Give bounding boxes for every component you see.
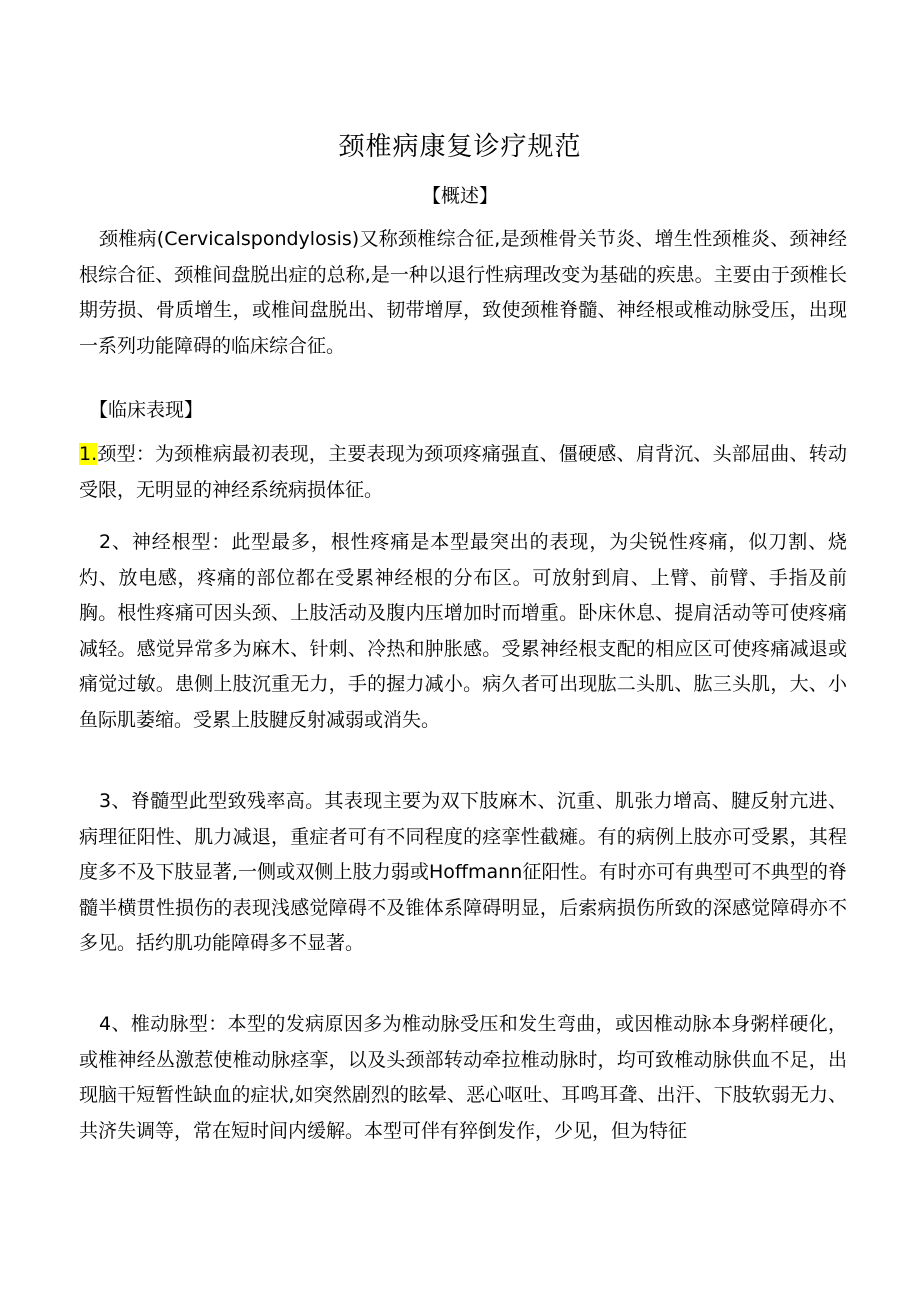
- item-number-highlight: 1.: [79, 443, 98, 465]
- item-text: 神经根型：此型最多，根性疼痛是本型最突出的表现，为尖锐性疼痛，似刀割、烧灼、放电感，疼痛的部位都在受累神经根的分布区。可放射到肩、上臂、前臂、手指及前胸。根性疼痛可因头颈、上肢活动及腹内压增加时而增重。卧床休息、提肩活动等可使疼痛减轻。感觉异常多为麻木、针刺、冷热和肿胀感。受累神经根支配的相应区可使疼痛减退或痛觉过敏。患侧上肢沉重无力，手的握力减小。病久者可出现肱二头肌、肱三头肌，大、小鱼际肌萎缩。受累上肢腱反射减弱或消失。: [79, 531, 847, 731]
- item-number: 4、: [99, 1013, 131, 1035]
- item-text: 脊髓型此型致残率高。其表现主要为双下肢麻木、沉重、肌张力增高、腱反射亢进、病理征阳性、肌力减退，重症者可有不同程度的痉挛性截瘫。有的病例上肢亦可受累，其程度多不及下肢显著,一侧或双侧上肢力弱或Hoffmann征阳性。有时亦可有典型可不典型的脊髓半横贯性损伤的表现浅感觉障碍不及锥体系障碍明显，后索病损伤所致的深感觉障碍亦不多见。括约肌功能障碍多不显著。: [79, 790, 847, 954]
- overview-heading: 【概述】: [421, 185, 498, 207]
- clinical-item-4: [79, 1007, 847, 1149]
- item-number: 2、: [99, 531, 132, 553]
- clinical-item-2: [79, 525, 847, 738]
- item-number: 3、: [99, 790, 131, 812]
- clinical-item-1: [79, 437, 847, 508]
- item-text: 椎动脉型：本型的发病原因多为椎动脉受压和发生弯曲，或因椎动脉本身粥样硬化，或椎神经丛激惹使椎动脉痉挛，以及头颈部转动牵拉椎动脉时，均可致椎动脉供血不足，出现脑干短暂性缺血的症状,如突然剧烈的眩晕、恶心呕吐、耳鸣耳聋、出汗、下肢软弱无力、共济失调等，常在短时间内缓解。本型可伴有猝倒发作，少见，但为特征: [79, 1013, 847, 1142]
- item-text: 颈型：为颈椎病最初表现，主要表现为颈项疼痛强直、僵硬感、肩背沉、头部屈曲、转动受限，无明显的神经系统病损体征。: [79, 443, 847, 501]
- overview-paragraph: 颈椎病(Cervicalspondylosis)又称颈椎综合征,是颈椎骨关节炎、增生性颈椎炎、颈神经根综合征、颈椎间盘脱出症的总称,是一种以退行性病理改变为基础的疾患。主要由于颈椎长期劳损、骨质增生，或椎间盘脱出、韧带增厚，致使颈椎脊髓、神经根或椎动脉受压，出现一系列功能障碍的临床综合征。: [79, 228, 847, 357]
- clinical-heading: 【临床表现】: [89, 399, 204, 421]
- document-title: 颈椎病康复诊疗规范: [338, 132, 582, 162]
- clinical-item-3: [79, 784, 847, 962]
